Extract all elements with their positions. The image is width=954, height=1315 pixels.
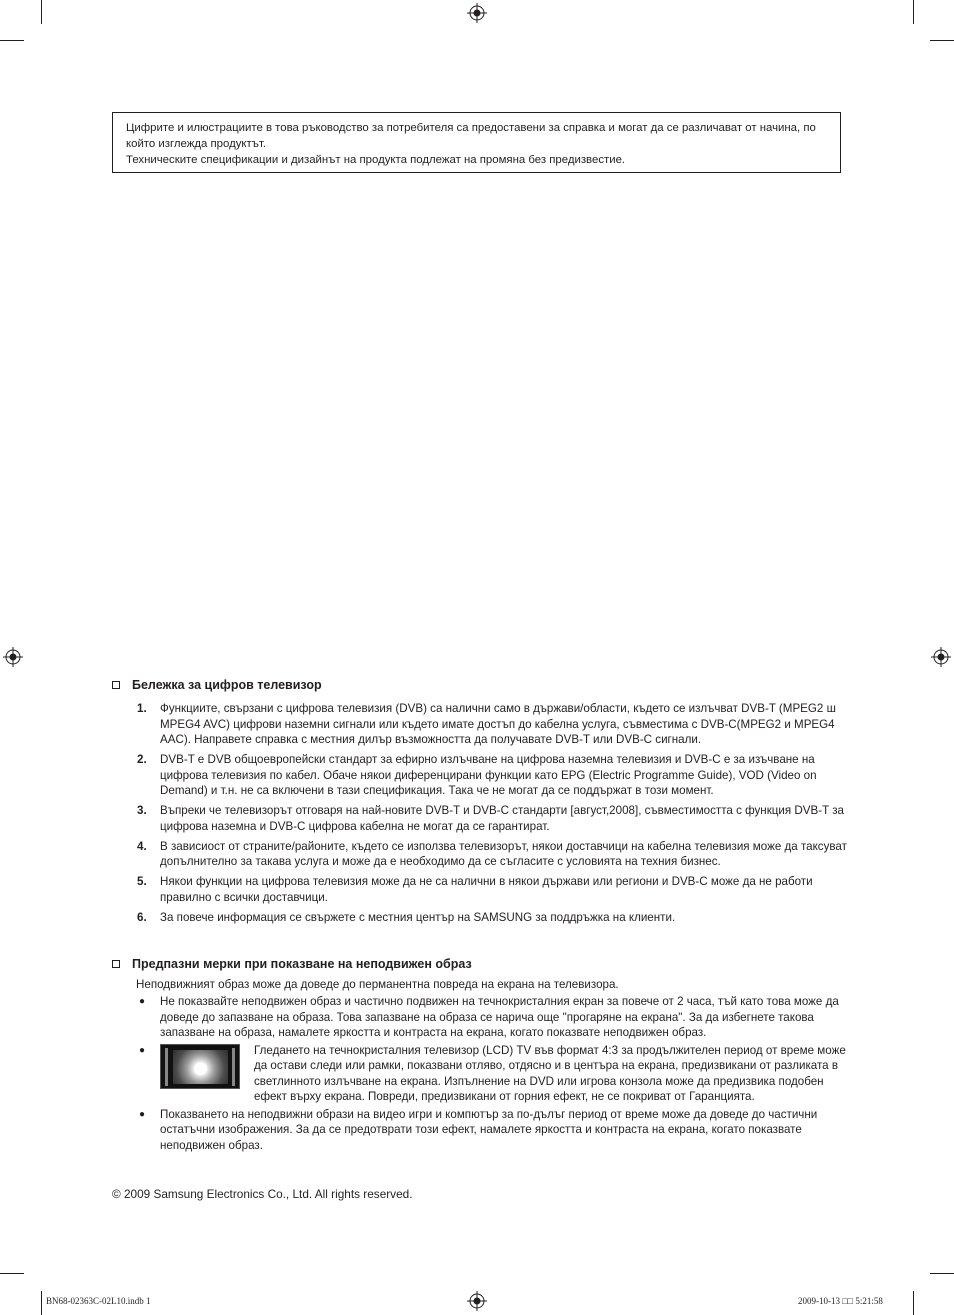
item-number: 2.: [137, 753, 147, 766]
item-text: Не показвайте неподвижен образ и частично подвижен на течнокристалния екран за повече от 2 часа, тъй като това може да доведе до запазване на образа. Това запазване на образа се нарича още "прогаряне на екрана". За да избегнете такова запазване на образа, намалете яркостта и контраста на екрана, когато показвате неподвижен образ.: [160, 995, 839, 1039]
still-image-title: Предпазни мерки при показване на неподвижен образ: [132, 957, 472, 971]
still-image-list: [112, 994, 847, 1154]
bullet-icon: ●: [139, 996, 146, 1007]
checkbox-square-icon: [112, 681, 120, 689]
list-item: [112, 839, 847, 870]
flower-image: [173, 1050, 228, 1084]
disclaimer-line: Цифрите и илюстрациите в това ръководство за потребителя са предоставени за справка и могат да се различават от начина, по който изглежда продуктът.: [126, 122, 816, 150]
item-text: DVB-T е DVB общоевропейски стандарт за ефирно излъчване на цифрова наземна телевизия и DVB-C е за изъчване на цифрова телевизия по кабел. Обаче някои диференцирани функции като EPG (Electric Programme Guide), VOD (Video on Demand) и т.н. не са включени в тази спецификация. Така че не могат да се поддържат в този момент.: [160, 753, 817, 797]
item-text: В зависиост от страните/районите, където се използва телевизорът, някои доставчици на кабелна телевизия може да таксуват допълнително за такава услуга и може да е необходимо да се съгласите с условията на техния бизнес.: [160, 839, 847, 868]
still-image-heading: [112, 956, 472, 972]
item-text: Показването на неподвижни образи на видео игри и компютър за по-дълъг период от време може да доведе до частични остатъчни изображения. За да се предотврати този ефект, намалете яркостта и контраста на екрана, когато показвате неподвижен образ.: [160, 1107, 818, 1152]
crop-mark: [930, 40, 954, 41]
disclaimer-box: [112, 112, 841, 173]
bullet-icon: ●: [139, 1108, 146, 1120]
item-number: 6.: [137, 910, 147, 924]
registration-mark-icon: [467, 1291, 487, 1311]
registration-mark-icon: [931, 647, 951, 667]
item-number: 5.: [137, 875, 147, 888]
crop-mark: [41, 0, 42, 24]
item-number: 3.: [137, 804, 147, 817]
registration-mark-icon: [467, 3, 487, 23]
list-item: [112, 701, 847, 748]
digital-note-title: Бележка за цифров телевизор: [132, 678, 322, 692]
list-item: [112, 994, 847, 1041]
print-slug-date: 2009-10-13 □□ 5:21:58: [798, 1296, 883, 1306]
registration-mark-icon: [3, 647, 23, 667]
disclaimer-line: Техническите спецификации и дизайнът на продукта подлежат на промяна без предизвестие.: [126, 154, 626, 166]
digital-note-heading: [112, 677, 322, 693]
list-item: [112, 803, 847, 834]
crop-mark: [0, 1273, 24, 1274]
checkbox-square-icon: [112, 960, 120, 968]
crop-mark: [913, 1291, 914, 1315]
item-text: За повече информация се свържете с местния център на SAMSUNG за поддръжка на клиенти.: [160, 910, 676, 924]
list-item: [112, 910, 847, 926]
crop-mark: [0, 40, 24, 41]
crop-mark: [930, 1273, 954, 1274]
item-number: 4.: [137, 839, 147, 853]
list-item: [112, 874, 847, 905]
crop-mark: [913, 0, 914, 24]
item-text: Гледането на течнокристалния телевизор (LCD) TV във формат 4:3 за продължителен период от време може да остави следи или рамки, показвани отляво, отдясно и в центъра на екрана, предизвикани от разликата в светлинното излъчване на екрана. Изпълнение на DVD или игрова конзола може да предизвика подобен ефект върху екрана. Повреди, предизвикани от горния ефект, не се покриват от Гаранцията.: [254, 1043, 846, 1103]
print-slug-file: BN68-02363C-02L10.indb 1: [46, 1296, 151, 1306]
list-item: [112, 1107, 847, 1154]
list-item: [112, 1043, 847, 1105]
bullet-icon: ●: [139, 1044, 146, 1056]
item-text: Функциите, свързани с цифрова телевизия (DVB) са налични само в държави/области, където се излъчват DVB-T (MPEG2 ш MPEG4 AVC) цифрови наземни сигнали или където имате достъп до кабелна услуга, съвместима с DVB-C(MPEG2 и MPEG4 AAC). Направете справка с местния дилър възможността да получавате DVB-T или DVB-C сигнали.: [160, 702, 836, 746]
tv-screen-image: [160, 1044, 240, 1089]
item-text: Някои функции на цифрова телевизия може да не са налични в някои държави или региони и DVB-C може да не работи правилно с всички доставчици.: [160, 875, 813, 904]
item-text: Въпреки че телевизорът отговаря на най-новите DVB-T и DVB-C стандарти [август,2008], съвместимостта с функция DVB-T за цифрова наземна и DVB-C цифрова кабелна не могат да се гарантират.: [160, 804, 844, 833]
item-number: 1.: [137, 702, 147, 715]
crop-mark: [41, 1291, 42, 1315]
copyright-text: © 2009 Samsung Electronics Co., Ltd. All rights reserved.: [112, 1187, 413, 1201]
list-item: [112, 752, 847, 799]
digital-note-list: [112, 701, 847, 930]
still-image-intro: Неподвижният образ може да доведе до перманентна повреда на екрана на телевизора.: [136, 978, 619, 991]
